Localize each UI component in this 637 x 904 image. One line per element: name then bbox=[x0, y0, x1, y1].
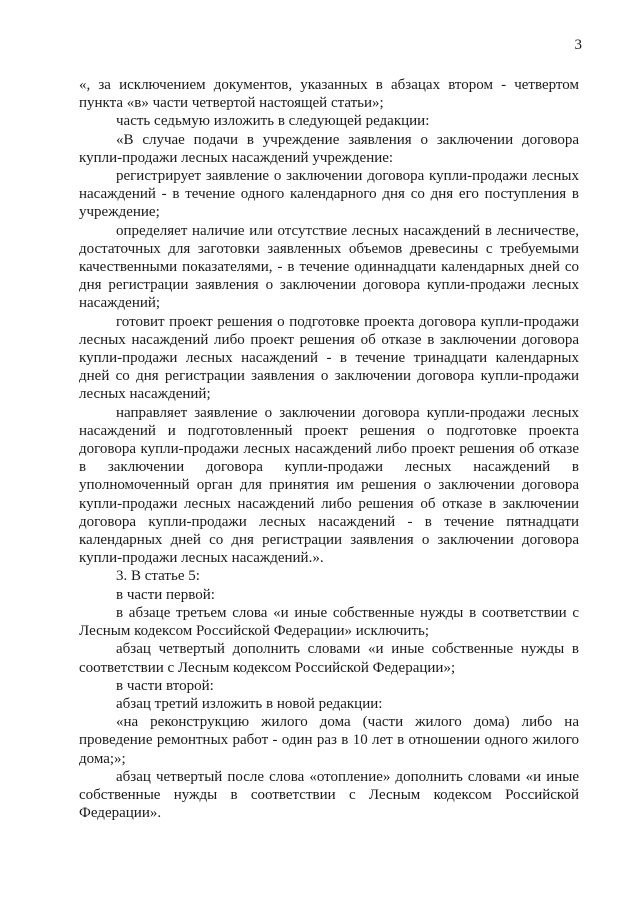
paragraph-6: готовит проект решения о подготовке проекта договора купли-продажи лесных насаждений либо проект решения об отказе в заключении договора купли-продажи лесных насаждений - в течение тринадцати календарных дней со дня регистрации заявления о заключении договора купли-продажи лесных насаждений; bbox=[79, 313, 579, 403]
paragraph-2: часть седьмую изложить в следующей редакции: bbox=[116, 113, 430, 130]
paragraph-7: направляет заявление о заключении договора купли-продажи лесных насаждений и подготовленный проект решения о подготовке проекта договора купли-продажи лесных насаждений либо проект решения об отказе в заключении договора купли-продажи лесных насаждений в уполномоченный орган для принятия им решения о заключении договора купли-продажи лесных насаждений либо решения об отказе в заключении договора купли-продажи лесных насаждений - в течение пятнадцати календарных дней со дня регистрации заявления о заключении договора купли-продажи лесных насаждений.». bbox=[79, 404, 579, 567]
paragraph-12: в части второй: bbox=[116, 677, 214, 694]
paragraph-15: абзац четвертый после слова «отопление» дополнить словами «и иные собственные нужды в соответствии с Лесным кодексом Российской Федерации». bbox=[79, 768, 579, 822]
page-number: 3 bbox=[574, 37, 582, 53]
paragraph-14: «на реконструкцию жилого дома (части жилого дома) либо на проведение ремонтных работ - один раз в 10 лет в отношении одного жилого дома;»; bbox=[79, 714, 579, 767]
paragraph-1: «, за исключением документов, указанных в абзацах втором - четвертом пункта «в» части четвертой настоящей статьи»; bbox=[79, 77, 579, 112]
paragraph-4: регистрирует заявление о заключении договора купли-продажи лесных насаждений - в течение одного календарного дня со дня его поступления в учреждение; bbox=[79, 168, 579, 221]
paragraph-13: абзац третий изложить в новой редакции: bbox=[116, 695, 383, 712]
paragraph-10: в абзаце третьем слова «и иные собственные нужды в соответствии с Лесным кодексом Российской Федерации» исключить; bbox=[79, 604, 579, 640]
paragraph-11: абзац четвертый дополнить словами «и иные собственные нужды в соответствии с Лесным кодексом Российской Федерации»; bbox=[79, 641, 579, 676]
document-body bbox=[79, 76, 579, 822]
paragraph-8: 3. В статье 5: bbox=[116, 568, 200, 585]
paragraph-5: определяет наличие или отсутствие лесных насаждений в лесничестве, достаточных для заготовки заявленных объемов древесины с требуемыми качественными показателями, - в течение одиннадцати календарных дней со дня регистрации заявления о заключении договора купли-продажи лесных насаждений; bbox=[79, 222, 579, 312]
paragraph-9: в части первой: bbox=[116, 586, 215, 603]
paragraph-3: «В случае подачи в учреждение заявления о заключении договора купли-продажи лесных насаждений учреждение: bbox=[79, 131, 579, 166]
